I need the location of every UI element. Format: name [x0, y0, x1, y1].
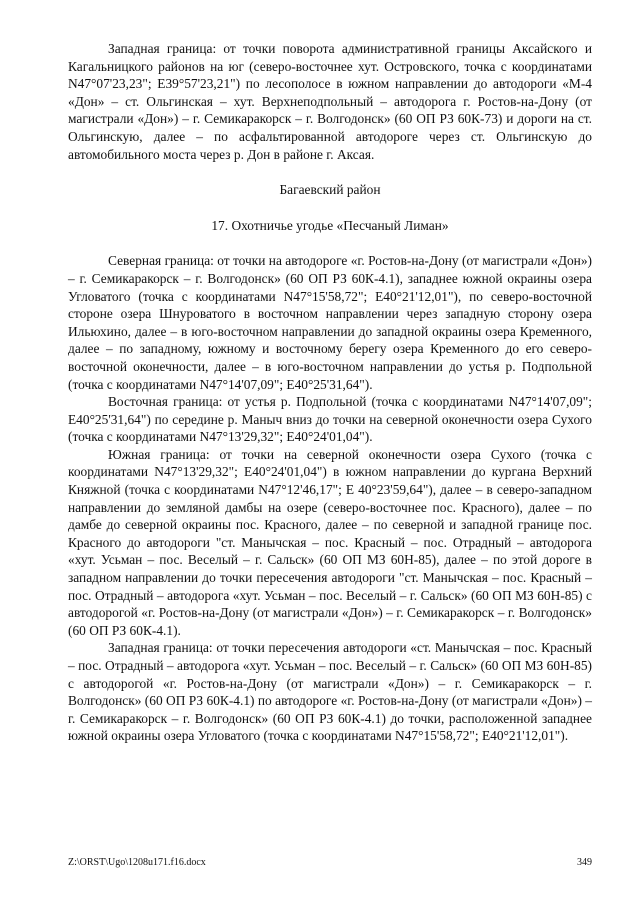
spacer	[68, 199, 592, 217]
district-heading: Багаевский район	[279, 182, 381, 198]
spacer	[68, 234, 592, 252]
page-number: 349	[577, 857, 592, 868]
spacer	[68, 163, 592, 181]
file-path: Z:\ORST\Ugo\1208u171.f16.docx	[68, 857, 206, 868]
east-border-paragraph: Восточная граница: от устья р. Подпольной (точка с координатами N47°14'07,09"; E40°25'31,64") по середине р. Маныч вниз до точки на северной оконечности озера Сухого (точка с координатами N47°13'29,32"; E40°24'01,04").	[68, 394, 592, 445]
south-border-paragraph: Южная граница: от точки на северной оконечности озера Сухого (точка с координатами N47°13'29,32"; E40°24'01,04") в южном направлении до кургана Верхний Княжной (точка с координатами N47°12'46,17"; E 40°23'59,64"), далее – в северо-западном направлении до земляной дамбы на озере (северо-восточнее пос. Красного), далее – по дамбе до северной окраины пос. Красного, далее – по северной и западной границе пос. Красного до автодороги "ст. Манычская – пос. Красный – пос. Отрадный – автодорога «хут. Усьман – пос. Веселый – г. Сальск» (60 ОП МЗ 60Н-85), далее – по этой дороге в западном направлении до точки пересечения автодороги "ст. Манычская – пос. Красный – пос. Отрадный – автодорога «хут. Усьман – пос. Веселый – г. Сальск» (60 ОП МЗ 60Н-85) с автодорогой «г. Ростов-на-Дону (от магистрали «Дон») – г. Семикаракорск – г. Волгодонск» (60 ОП РЗ 60К-4.1).	[68, 446, 592, 638]
west-border-paragraph: Западная граница: от точки пересечения автодороги «ст. Манычская – пос. Красный – пос. Отрадный – автодорога «хут. Усьман – пос. Веселый – г. Сальск» (60 ОП МЗ 60Н-85) с автодорогой «г. Ростов-на-Дону (от магистрали «Дон») – г. Семикаракорск – г. Волгодонск» (60 ОП РЗ 60К-4.1) по автодороге «г. Ростов-на-Дону (от магистрали «Дон») – г. Семикаракорск – г. Волгодонск» (60 ОП РЗ 60К-4.1) до точки, расположенной западнее южной окраины озера Угловатого (точка с координатами N47°15'58,72"; E40°21'12,01").	[68, 640, 592, 744]
section-heading: 17. Охотничье угодье «Песчаный Лиман»	[211, 217, 449, 233]
document-page	[68, 40, 592, 745]
intro-paragraph: Западная граница: от точки поворота административной границы Аксайского и Кагальницкого районов на юг (северо-восточнее хут. Островского, точка с координатами N47°07'23,23"; E39°57'23,21") по лесополосе в южном направлении до автодороги «М-4 «Дон» – ст. Ольгинская – хут. Верхнеподпольный – автодорога г. Ростов-на-Дону (от магистрали «Дон») – г. Семикаракорск – г. Волгодонск» (60 ОП РЗ 60К-73) и дороги на ст. Ольгинскую, далее – по асфальтированной автодороге через ст. Ольгинскую до автомобильного моста через р. Дон в районе г. Аксая.	[68, 41, 592, 162]
north-border-paragraph: Северная граница: от точки на автодороге «г. Ростов-на-Дону (от магистрали «Дон») – г. Семикаракорск – г. Волгодонск» (60 ОП РЗ 60К-4.1), западнее южной окраины озера Угловатого (точка с координатами N47°15'58,72"; E40°21'12,01"), по северо-восточной стороне озера Шнуроватого в восточном направлении через западную сторону озера Ильюхино, далее – в юго-восточном направлении до западной окраины озера Кременного, далее – по западному, южному и восточному берегу озера Кременного до его северо-восточной оконечности, далее – в юго-восточном направлении до устья р. Подпольной (точка с координатами N47°14'07,09"; E40°25'31,64").	[68, 253, 592, 392]
